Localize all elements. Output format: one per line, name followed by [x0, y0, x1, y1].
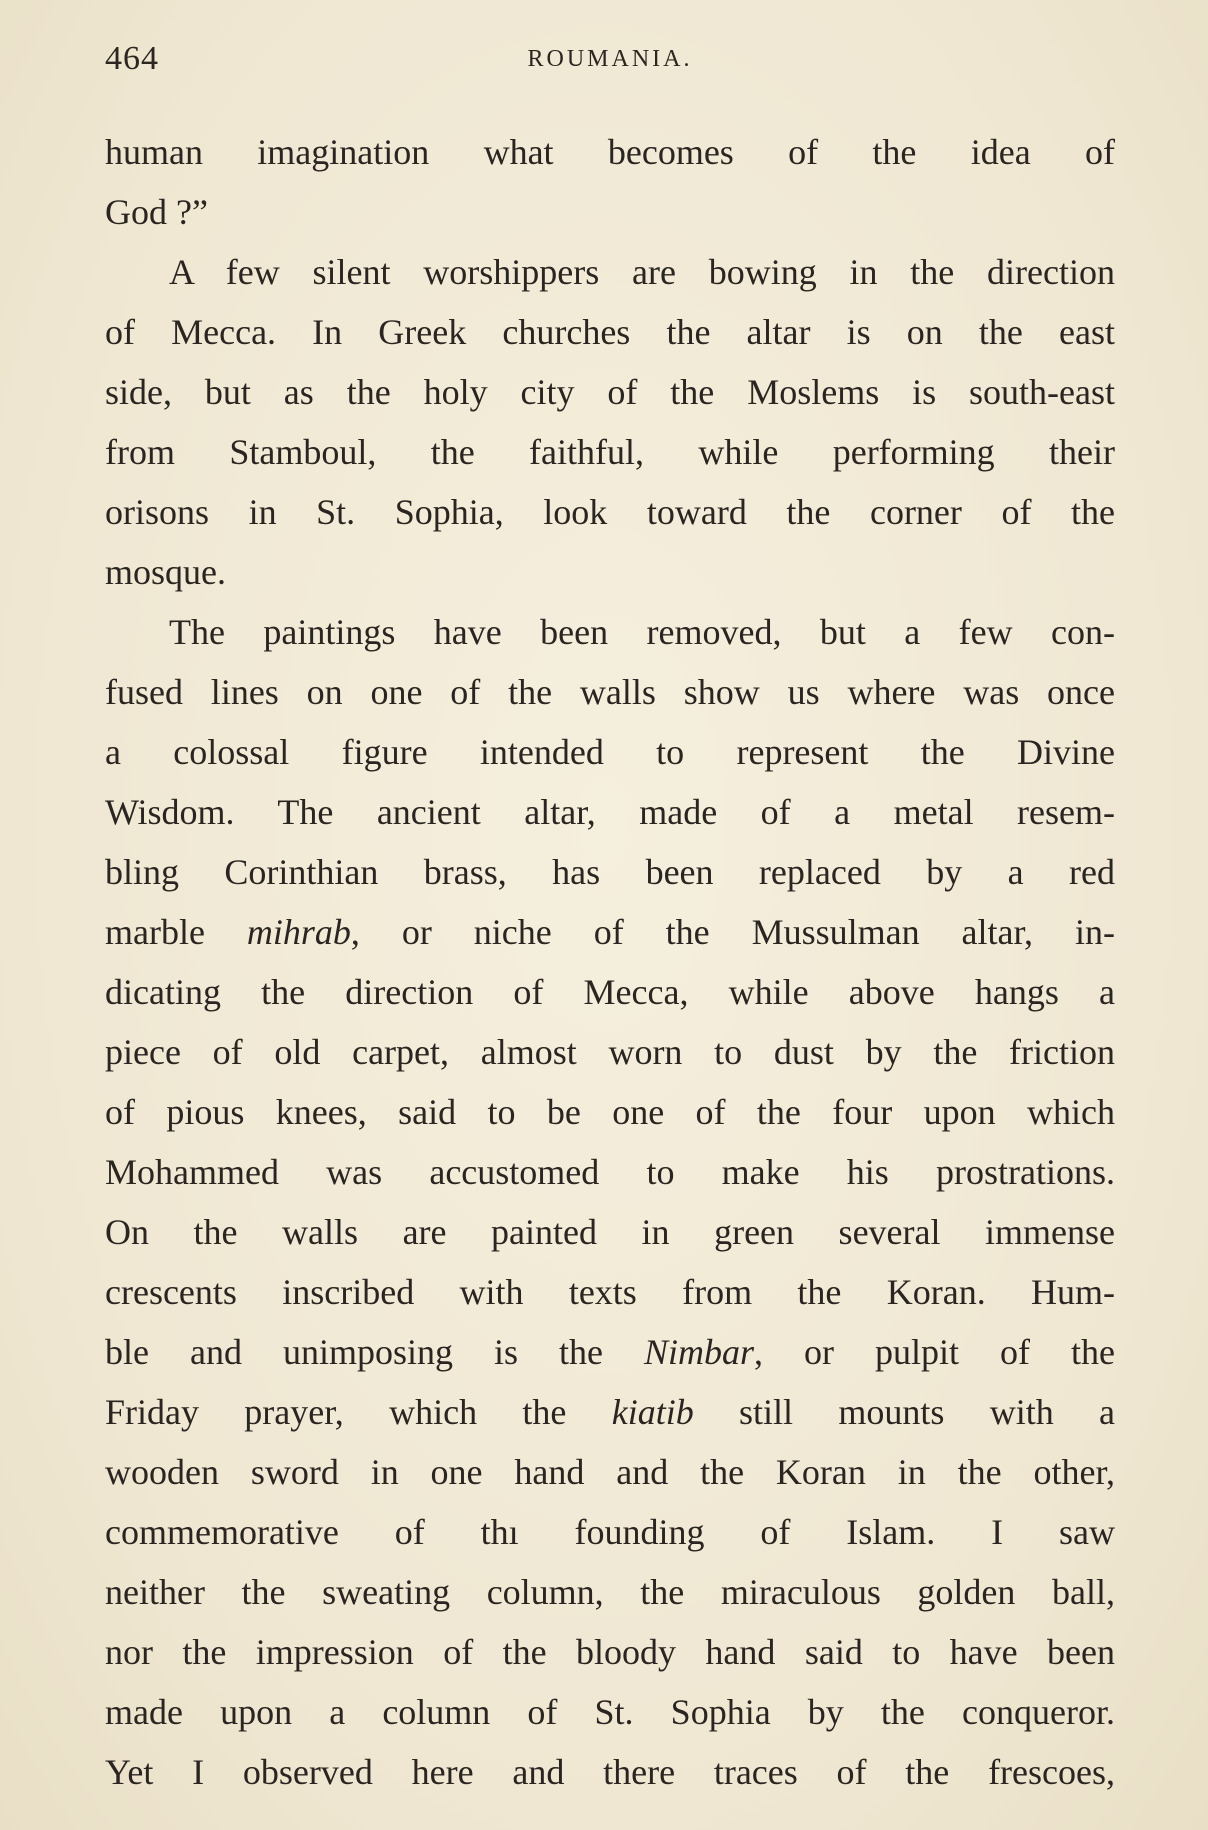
text-segment: Friday prayer, which the — [105, 1392, 612, 1432]
text-line: made upon a column of St. Sophia by the conqueror. — [105, 1692, 1115, 1732]
text-line: On the walls are painted in green several immense — [105, 1212, 1115, 1252]
text-line: dicating the direction of Mecca, while above hangs a — [105, 972, 1115, 1012]
text-line — [105, 902, 1115, 962]
text-segment: ble and unimposing is the — [105, 1332, 644, 1372]
text-line — [105, 1322, 1115, 1382]
page-number: 464 — [105, 40, 159, 77]
text-line: nor the impression of the bloody hand said to have been — [105, 1632, 1115, 1672]
text-line: neither the sweating column, the miraculous golden ball, — [105, 1572, 1115, 1612]
text-line: A few silent worshippers are bowing in the direction — [169, 252, 1115, 292]
italic-term: Nimbar — [643, 1332, 755, 1372]
text-line: commemorative of thı founding of Islam. I saw — [105, 1512, 1115, 1552]
text-line — [105, 1382, 1115, 1442]
text-line: of Mecca. In Greek churches the altar is on the east — [105, 312, 1115, 352]
text-line: Mohammed was accustomed to make his prostrations. — [105, 1152, 1115, 1192]
page-header — [105, 40, 1115, 84]
italic-term: mihrab — [246, 912, 351, 952]
text-line: of pious knees, said to be one of the four upon which — [105, 1092, 1115, 1132]
text-line: wooden sword in one hand and the Koran in the other, — [105, 1452, 1115, 1492]
text-line: bling Corinthian brass, has been replaced by a red — [105, 852, 1115, 892]
body-text — [105, 122, 1115, 1802]
text-segment: , or pulpit of the — [754, 1332, 1115, 1372]
text-line: The paintings have been removed, but a few con- — [169, 612, 1115, 652]
text-line: piece of old carpet, almost worn to dust by the friction — [105, 1032, 1115, 1072]
text-line: mosque. — [105, 552, 226, 592]
text-line: Yet I observed here and there traces of the frescoes, — [105, 1752, 1115, 1792]
text-line: orisons in St. Sophia, look toward the corner of the — [105, 492, 1115, 532]
text-segment: , or niche of the Mussulman altar, in- — [350, 912, 1115, 952]
text-line: human imagination what becomes of the idea of — [105, 132, 1115, 172]
text-line: side, but as the holy city of the Moslems is south-east — [105, 372, 1115, 412]
text-line: from Stamboul, the faithful, while performing their — [105, 432, 1115, 472]
text-segment: still mounts with a — [693, 1392, 1115, 1432]
text-segment: marble — [105, 912, 247, 952]
text-line: Wisdom. The ancient altar, made of a metal resem- — [105, 792, 1115, 832]
text-line: crescents inscribed with texts from the Koran. Hum- — [105, 1272, 1115, 1312]
text-line: a colossal figure intended to represent the Divine — [105, 732, 1115, 772]
italic-term: kiatib — [611, 1392, 694, 1432]
text-line: God ?” — [105, 192, 208, 232]
text-line: fused lines on one of the walls show us where was once — [105, 672, 1115, 712]
running-head: ROUMANIA. — [527, 46, 693, 72]
